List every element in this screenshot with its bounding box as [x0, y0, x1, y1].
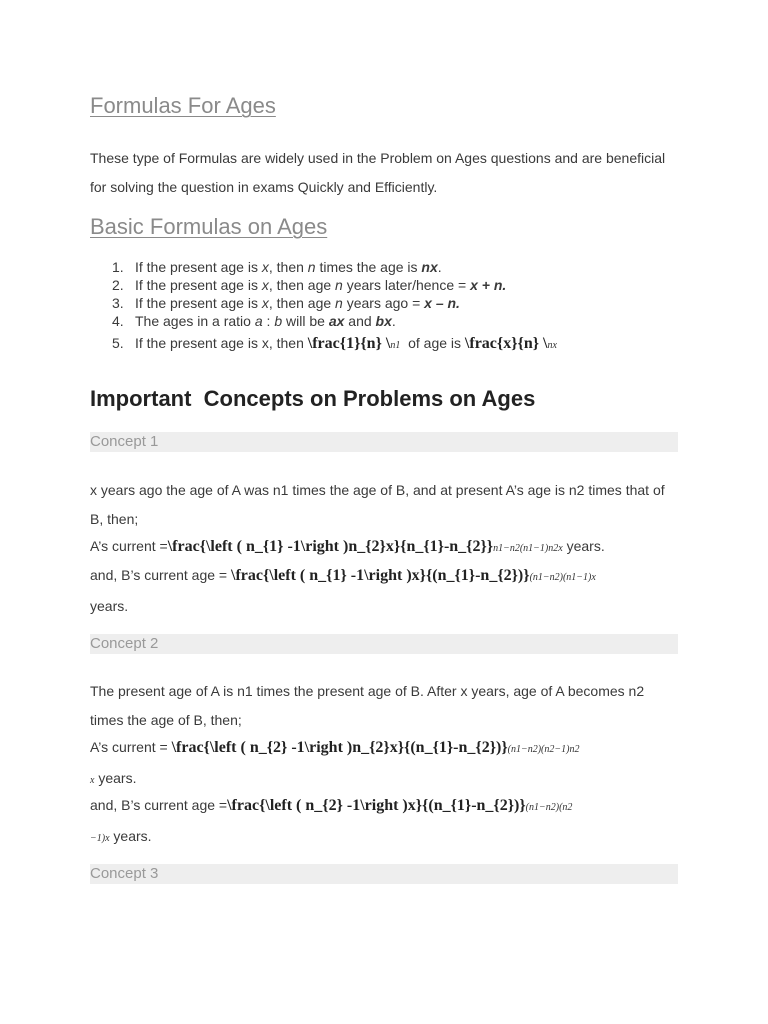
concept-2-b-formula: and, B’s current age =\frac{\left ( n_{2} -1\right )x}{(n_{1}-n_{2})}(n1−n2)(n2 — [90, 797, 573, 814]
latex-formula: \frac{\left ( n_{1} -1\right )x}{(n_{1}-n_{2})} — [231, 567, 530, 584]
concept-2-statement: The present age of A is n1 times the present age of B. After x years, age of A becomes n2 times the age of B, then; — [90, 683, 645, 728]
concept-2-header: Concept 2 — [90, 634, 678, 654]
basic-formulas-heading-link[interactable]: Basic Formulas on Ages — [90, 214, 328, 239]
concept-3-header: Concept 3 — [90, 864, 678, 884]
concept-1-header: Concept 1 — [90, 432, 678, 452]
latex-formula: \frac{1}{n} \ — [307, 335, 391, 352]
list-item: 4. The ages in a ratio a : b will be ax and bx. — [112, 313, 396, 329]
page-title-link[interactable]: Formulas For Ages — [90, 93, 276, 118]
list-item: 2. If the present age is x, then age n years later/hence = x + n. — [112, 277, 507, 293]
latex-formula: \frac{x}{n} \ — [464, 335, 548, 352]
list-item: 5. If the present age is x, then \frac{1}{n} \n1 of age is \frac{x}{n} \nx — [112, 335, 557, 352]
list-item: 3. If the present age is x, then age n years ago = x – n. — [112, 295, 460, 311]
concepts-heading: Important Concepts on Problems on Ages — [90, 386, 536, 411]
list-item: 1. If the present age is x, then n times the age is nx. — [112, 259, 442, 275]
latex-formula: \frac{\left ( n_{1} -1\right )n_{2}x}{n_{1}-n_{2}} — [167, 538, 494, 555]
concept-1-b-formula: and, B’s current age = \frac{\left ( n_{1} -1\right )x}{(n_{1}-n_{2})}(n1−n2)(n1−1)x — [90, 567, 596, 584]
concept-1-statement: x years ago the age of A was n1 times the age of B, and at present A’s age is n2 times that of B, then; — [90, 482, 665, 527]
concept-2-a-suffix: x years. — [90, 770, 137, 786]
basic-formulas-list — [112, 258, 557, 352]
latex-formula: \frac{\left ( n_{2} -1\right )x}{(n_{1}-n_{2})} — [227, 797, 526, 814]
concept-2-a-formula: A’s current = \frac{\left ( n_{2} -1\right )n_{2}x}{(n_{1}-n_{2})}(n1−n2)(n2−1)n2 — [90, 739, 580, 756]
concept-2-b-suffix: −1)x years. — [90, 828, 152, 844]
intro-paragraph: These type of Formulas are widely used in the Problem on Ages questions and are beneficial for solving the question in exams Quickly and Efficiently. — [90, 150, 666, 195]
concept-1-b-suffix: years. — [90, 598, 129, 614]
concept-1-a-formula: A’s current =\frac{\left ( n_{1} -1\right )n_{2}x}{n_{1}-n_{2}}n1−n2(n1−1)n2x years. — [90, 538, 605, 555]
latex-formula: \frac{\left ( n_{2} -1\right )n_{2}x}{(n_{1}-n_{2})} — [171, 739, 508, 756]
